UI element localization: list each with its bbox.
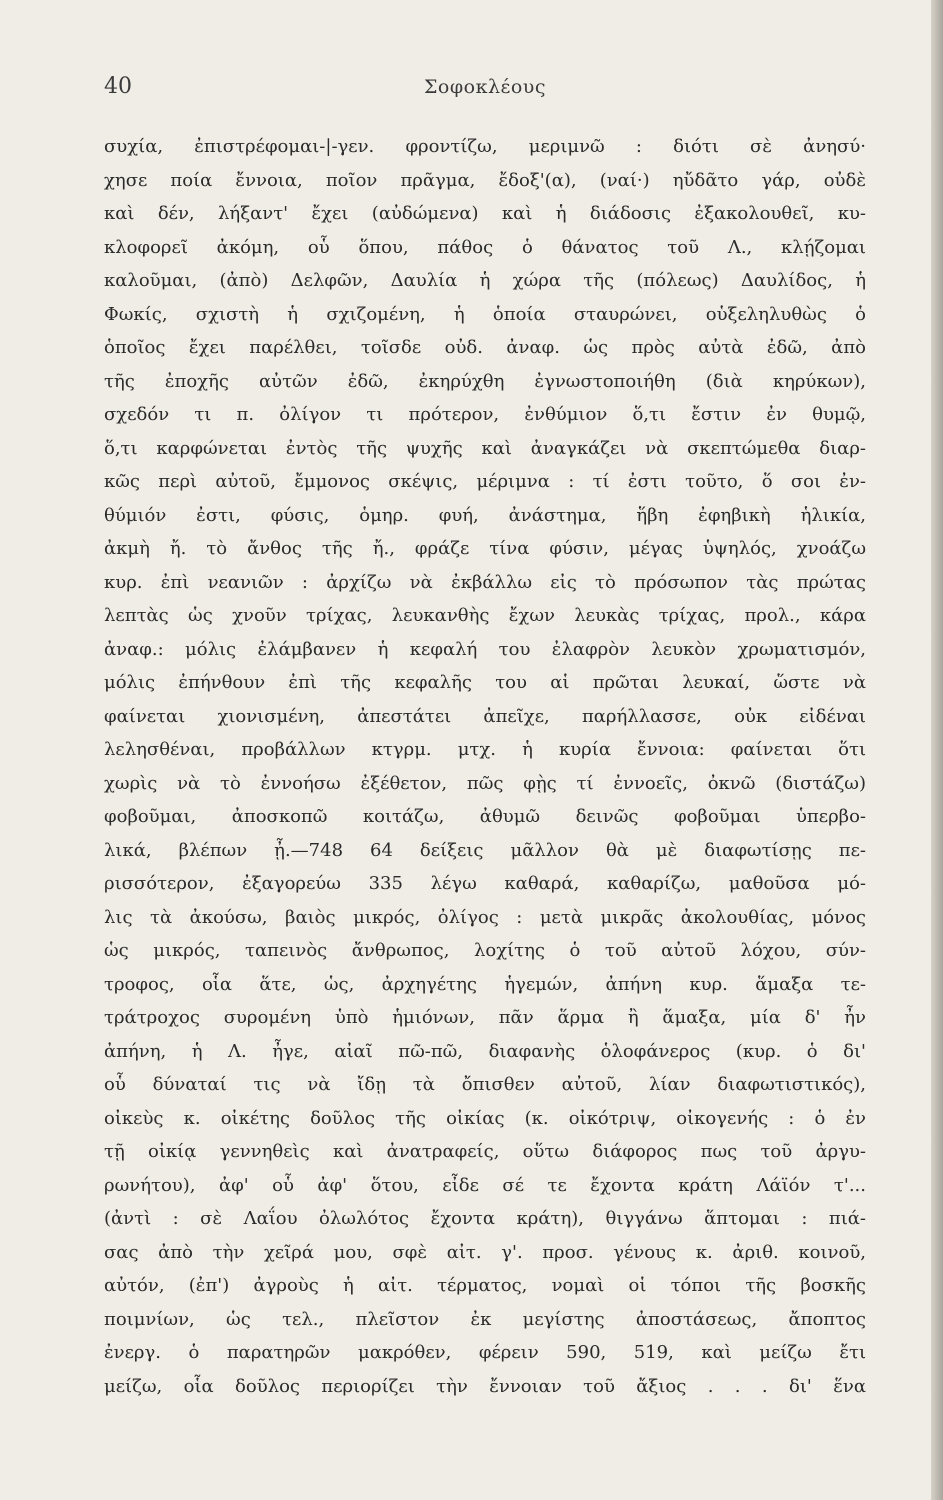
text-line: τροφος, οἷα ἅτε, ὡς, ἀρχηγέτης ἡγεμών, ἀπήνη κυρ. ἅμαξα τε- [104, 973, 866, 995]
text-line: καλοῦμαι, (ἀπὸ) Δελφῶν, Δαυλία ἡ χώρα τῆς (πόλεως) Δαυλίδος, ἡ [104, 270, 866, 291]
text-line: συχία, ἐπιστρέφομαι-|-γεν. φροντίζω, μεριμνῶ : διότι σὲ ἀνησύ· [104, 136, 866, 157]
text-line: λεπτὰς ὡς χνοῦν τρίχας, λευκανθὴς ἔχων λευκὰς τρίχας, προλ., κάρα [104, 605, 866, 626]
text-line: οἰκεὺς κ. οἰκέτης δοῦλος τῆς οἰκίας (κ. οἰκότριψ, οἰκογενής : ὁ ἐν [104, 1107, 866, 1129]
text-line: τῆς ἐποχῆς αὐτῶν ἐδῶ, ἐκηρύχθη ἐγνωστοποιήθη (διὰ κηρύκων), [104, 370, 866, 392]
text-line: ἀναφ.: μόλις ἐλάμβανεν ἡ κεφαλή του ἐλαφρὸν λευκὸν χρωματισμόν, [104, 638, 866, 660]
text-line: μόλις ἐπήνθουν ἐπὶ τῆς κεφαλῆς του αἱ πρῶται λευκαί, ὥστε νὰ [104, 672, 866, 693]
text-line: ὁποῖος ἔχει παρέλθει, τοῖσδε οὐδ. ἀναφ. ὡς πρὸς αὐτὰ ἐδῶ, ἀπὸ [104, 337, 866, 358]
text-line: ὅ,τι καρφώνεται ἐντὸς τῆς ψυχῆς καὶ ἀναγκάζει νὰ σκεπτώμεθα διαρ- [104, 437, 866, 459]
text-line: χωρὶς νὰ τὸ ἐννοήσω ἐξέθετον, πῶς φῂς τί ἐννοεῖς, ὀκνῶ (διστάζω) [104, 772, 866, 794]
text-line: ρισσότερον, ἐξαγορεύω 335 λέγω καθαρά, καθαρίζω, μαθοῦσα μό- [104, 873, 866, 894]
text-line: Φωκίς, σχιστὴ ἡ σχιζομένη, ἡ ὁποία σταυρώνει, οὑξεληλυθὼς ὁ [104, 303, 866, 325]
commentary-text [104, 130, 866, 1403]
text-line: κλοφορεῖ ἀκόμη, οὗ ὅπου, πάθος ὁ θάνατος τοῦ Λ., κλῄζομαι [104, 236, 866, 258]
text-line: κυρ. ἐπὶ νεανιῶν : ἀρχίζω νὰ ἐκβάλλω εἰς τὸ πρόσωπον τὰς πρώτας [104, 571, 866, 593]
text-line: μείζω, οἷα δοῦλος περιορίζει τὴν ἔννοιαν τοῦ ἄξιος . . . δι' ἕνα [104, 1375, 866, 1397]
text-line: ἀπήνη, ἡ Λ. ἦγε, αἰαῖ πῶ-πῶ, διαφανὴς ὁλοφάνερος (κυρ. ὁ δι' [104, 1040, 866, 1062]
text-line: ὡς μικρός, ταπεινὸς ἄνθρωπος, λοχίτης ὁ τοῦ αὐτοῦ λόχου, σύν- [104, 940, 866, 961]
text-line: φαίνεται χιονισμένη, ἀπεστάτει ἀπεῖχε, παρήλλασσε, οὐκ εἰδέναι [104, 705, 866, 727]
text-line: καὶ δέν, λήξαντ' ἔχει (αὐδώμενα) καὶ ἡ διάδοσις ἐξακολουθεῖ, κυ- [104, 203, 866, 224]
page-header [104, 74, 866, 104]
text-line: ρωνήτου), ἀφ' οὗ ἀφ' ὅτου, εἶδε σέ τε ἔχοντα κράτη Λάϊόν τ'... [104, 1174, 866, 1196]
text-line: λικά, βλέπων ᾖ.—748 64 δείξεις μᾶλλον θὰ μὲ διαφωτίσῃς πε- [104, 839, 866, 861]
text-line: φοβοῦμαι, ἀποσκοπῶ κοιτάζω, ἀθυμῶ δεινῶς φοβοῦμαι ὑπερβο- [104, 806, 866, 827]
text-line: ποιμνίων, ὡς τελ., πλεῖστον ἐκ μεγίστης ἀποστάσεως, ἄποπτος [104, 1308, 866, 1330]
text-line: ἐνεργ. ὁ παρατηρῶν μακρόθεν, φέρειν 590, 519, καὶ μείζω ἔτι [104, 1342, 866, 1363]
text-line: οὗ δύναταί τις νὰ ἴδῃ τὰ ὄπισθεν αὐτοῦ, λίαν διαφωτιστικός), [104, 1074, 866, 1095]
text-line: σχεδόν τι π. ὀλίγον τι πρότερον, ἐνθύμιον ὅ,τι ἔστιν ἐν θυμῷ, [104, 404, 866, 425]
text-line: (ἀντὶ : σὲ Λαΐου ὀλωλότος ἔχοντα κράτη), θιγγάνω ἅπτομαι : πιά- [104, 1208, 866, 1229]
text-line: θύμιόν ἐστι, φύσις, ὁμηρ. φυή, ἀνάστημα, ἥβη ἐφηβικὴ ἡλικία, [104, 504, 866, 526]
text-line: λελησθέναι, προβάλλων κτγρμ. μτχ. ἡ κυρία ἔννοια: φαίνεται ὅτι [104, 739, 866, 760]
text-line: ἀκμὴ ἤ. τὸ ἄνθος τῆς ἤ., φράζε τίνα φύσιν, μέγας ὑψηλός, χνοάζω [104, 538, 866, 559]
page-number: 40 [104, 74, 132, 99]
text-line: σας ἀπὸ τὴν χεῖρά μου, σφὲ αἰτ. γ'. προσ. γένους κ. ἀριθ. κοινοῦ, [104, 1241, 866, 1263]
text-line: τῇ οἰκίᾳ γεννηθεὶς καὶ ἀνατραφείς, οὕτω διάφορος πως τοῦ ἀργυ- [104, 1141, 866, 1162]
text-line: χησε ποία ἔννοια, ποῖον πρᾶγμα, ἔδοξ'(α), (ναί·) ηὔδᾶτο γάρ, οὐδὲ [104, 169, 866, 191]
book-spine-shadow [931, 0, 943, 1500]
text-line: αὐτόν, (ἐπ') ἀγροὺς ἡ αἰτ. τέρματος, νομαὶ οἱ τόποι τῆς βοσκῆς [104, 1275, 866, 1296]
text-line: λις τὰ ἀκούσω, βαιὸς μικρός, ὀλίγος : μετὰ μικρᾶς ἀκολουθίας, μόνος [104, 906, 866, 928]
running-title: Σοφοκλέους [423, 76, 546, 98]
text-line: τράτροχος συρομένη ὑπὸ ἡμιόνων, πᾶν ἅρμα ἢ ἅμαξα, μία δ' ἦν [104, 1007, 866, 1028]
text-line: κῶς περὶ αὐτοῦ, ἔμμονος σκέψις, μέριμνα : τί ἐστι τοῦτο, ὅ σοι ἐν- [104, 471, 866, 492]
